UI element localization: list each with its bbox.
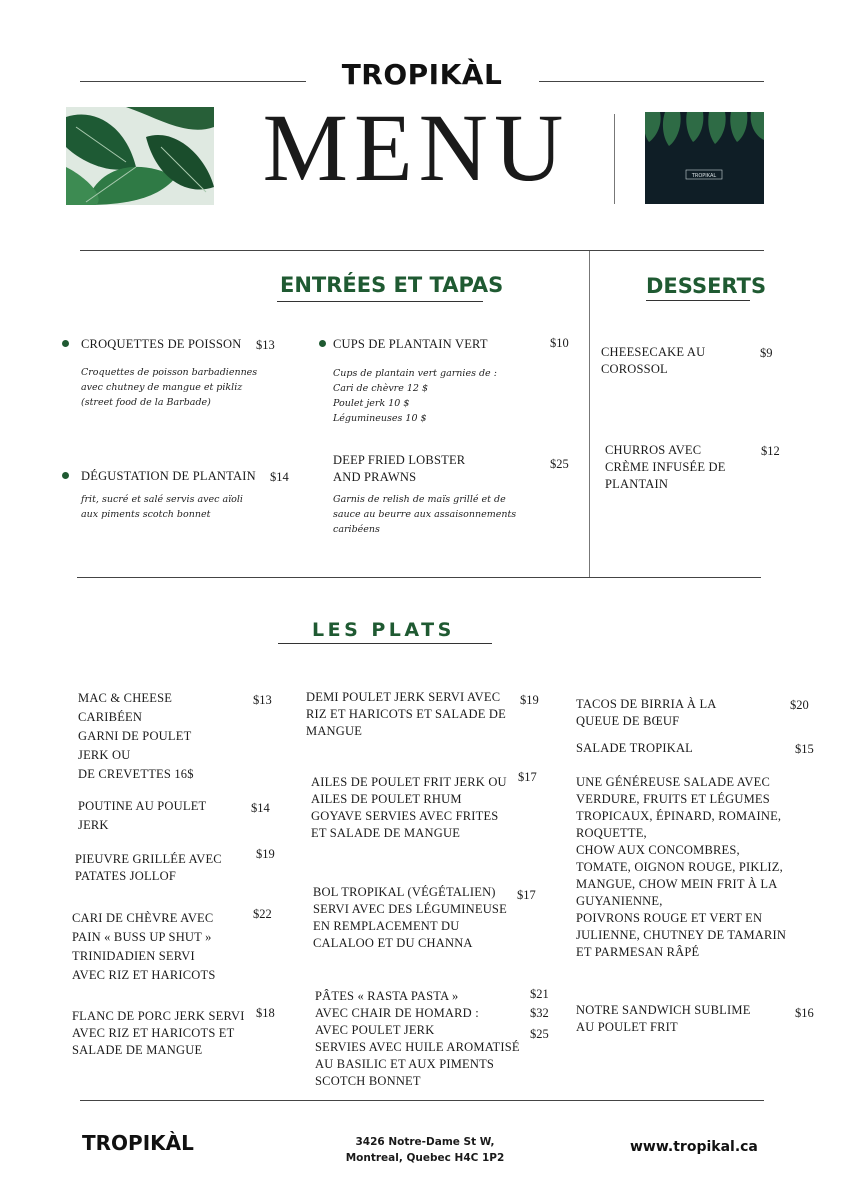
plat-name: TACOS DE BIRRIA À LA QUEUE DE BŒUF [576, 697, 717, 728]
entree-name: DÉGUSTATION DE PLANTAIN [81, 469, 256, 483]
plats-heading: LES PLATS [312, 619, 455, 641]
desserts-heading: DESSERTS [646, 274, 767, 298]
entree-description: Croquettes de poisson barbadiennes avec chutney de mangue et pikliz (street food de la Barbade) [81, 367, 258, 408]
plat-price: $22 [253, 907, 272, 921]
plat-price: $20 [790, 698, 809, 712]
entree-description: frit, sucré et salé servis avec aïoli aux piments scotch bonnet [81, 494, 243, 520]
leaf-image-left [66, 107, 214, 205]
small-logo-text: TROPIKAL [691, 173, 717, 179]
dessert-name: CHURROS AVEC CRÈME INFUSÉE DE PLANTAIN [605, 443, 726, 491]
entree-description: Cups de plantain vert garnies de : Cari de chèvre 12 $ Poulet jerk 10 $ Légumineuses 10 $ [333, 368, 497, 424]
plat-price: $18 [256, 1006, 275, 1020]
plat-name: FLANC DE PORC JERK SERVI AVEC RIZ ET HARICOTS ET SALADE DE MANGUE [72, 1009, 245, 1057]
desserts-underline [646, 300, 750, 301]
plat-name: PÂTES « RASTA PASTA » AVEC CHAIR DE HOMARD : AVEC POULET JERK SERVIES AVEC HUILE AROMATISÉ AU BASILIC ET AUX PIMENTS SCOTCH BONNET [315, 989, 520, 1088]
plat-name: DEMI POULET JERK SERVI AVEC RIZ ET HARICOTS ET SALADE DE MANGUE [306, 690, 506, 738]
dessert-price: $12 [761, 444, 780, 458]
entree-name: CROQUETTES DE POISSON [81, 337, 242, 351]
entree-name: CUPS DE PLANTAIN VERT [333, 337, 488, 351]
plat-price: $19 [520, 693, 539, 707]
plat-price: $25 [530, 1027, 549, 1041]
plat-price: $17 [517, 888, 536, 902]
footer-brand: TROPIKÀL [82, 1131, 194, 1155]
dark-leaf-logo-image [645, 112, 764, 204]
plat-name: MAC & CHEESE CARIBÉEN GARNI DE POULET JERK OU DE CREVETTES 16$ [78, 691, 194, 781]
entree-price: $10 [550, 336, 569, 350]
footer-website-link[interactable]: www.tropikal.ca [630, 1139, 758, 1155]
entrees-underline [277, 301, 483, 302]
plat-price: $32 [530, 1006, 549, 1020]
menu-title: MENU [262, 94, 570, 201]
dessert-price: $9 [760, 346, 773, 360]
brand-title: TROPIKÀL [341, 58, 503, 91]
plat-name: CARI DE CHÈVRE AVEC PAIN « BUSS UP SHUT » TRINIDADIEN SERVI AVEC RIZ ET HARICOTS [72, 911, 216, 982]
plat-price: $13 [253, 693, 272, 707]
plat-price: $19 [256, 847, 275, 861]
header-divider [614, 114, 615, 204]
footer-address: 3426 Notre-Dame St W, Montreal, Quebec H4C 1P2 [345, 1136, 505, 1164]
entree-name: DEEP FRIED LOBSTER AND PRAWNS [333, 453, 466, 484]
entree-price: $25 [550, 457, 569, 471]
dessert-name: CHEESECAKE AU COROSSOL [601, 345, 706, 376]
section-bottom-rule [77, 577, 761, 578]
entrees-desserts-divider [589, 251, 590, 577]
plat-name: SALADE TROPIKAL [576, 741, 694, 755]
footer-rule [80, 1100, 764, 1101]
plat-description: UNE GÉNÉREUSE SALADE AVEC VERDURE, FRUITS ET LÉGUMES TROPICAUX, ÉPINARD, ROMAINE, ROQUETTE, CHOW AUX CONCOMBRES, TOMATE, OIGNON ROUGE, PIKLIZ, MANGUE, CHOW MEIN FRIT À LA GUYANIENNE, POIVRONS ROUGE ET VERT EN JULIENNE, CHUTNEY DE TAMARIN ET PARMESAN RÂPÉ [576, 775, 787, 959]
plat-price: $16 [795, 1006, 814, 1020]
section-top-rule [80, 250, 764, 251]
entree-price: $14 [270, 470, 289, 484]
entree-price: $13 [256, 338, 275, 352]
plat-name: BOL TROPIKAL (VÉGÉTALIEN) SERVI AVEC DES LÉGUMINEUSE EN REMPLACEMENT DU CALALOO ET DU CHANNA [313, 885, 507, 950]
bullet-icon [62, 340, 69, 347]
bullet-icon [62, 472, 69, 479]
plat-name: PIEUVRE GRILLÉE AVEC PATATES JOLLOF [75, 852, 222, 883]
entree-description: Garnis de relish de maïs grillé et de sauce au beurre aux assaisonnements caribéens [333, 494, 517, 535]
plat-name: NOTRE SANDWICH SUBLIME AU POULET FRIT [576, 1003, 751, 1034]
plats-underline [278, 643, 492, 644]
plat-name: AILES DE POULET FRIT JERK OU AILES DE POULET RHUM GOYAVE SERVIES AVEC FRITES ET SALADE DE MANGUE [311, 775, 507, 840]
plat-name: POUTINE AU POULET JERK [78, 799, 207, 832]
plat-price: $17 [518, 770, 537, 784]
plat-price: $15 [795, 742, 814, 756]
bullet-icon [319, 340, 326, 347]
entrees-heading: ENTRÉES ET TAPAS [280, 273, 504, 297]
plat-price: $14 [251, 801, 270, 815]
plat-price: $21 [530, 987, 549, 1001]
